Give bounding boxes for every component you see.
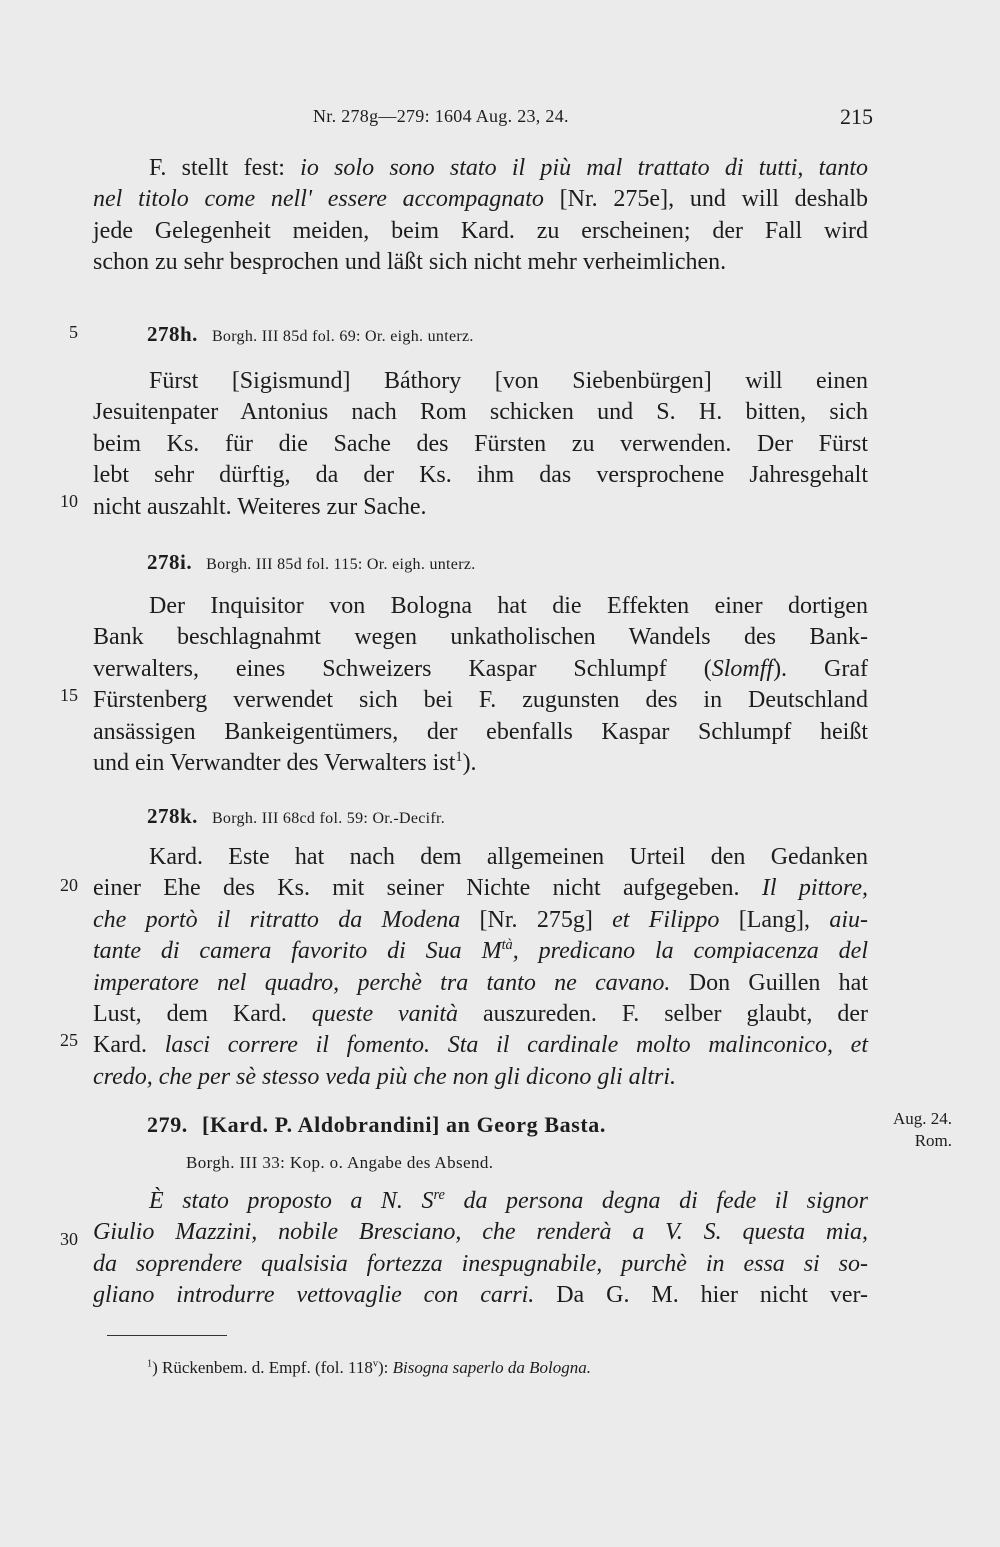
text-line: nicht auszahlt. Weiteres zur Sache. [93, 493, 427, 520]
entry-number: 278h. [147, 322, 198, 346]
margin-date: Aug. 24. Rom. [892, 1109, 952, 1150]
text-line: Lust, dem Kard. queste vanità auszureden. F. selber glaubt, der [93, 1001, 869, 1028]
entry-number: 279. [147, 1112, 188, 1137]
text-line: Fürstenberg verwendet sich bei F. zugunsten des in Deutschland [93, 687, 868, 714]
text-line: lebt sehr dürftig, da der Ks. ihm das versprochene Jahresgehalt [93, 462, 868, 489]
text-line: È stato proposto a N. $S^{re}$ da persona degna di fede il signor [149, 1187, 868, 1214]
footnote-ref: 1 [455, 749, 463, 766]
entry-279-source: Borgh. III 33: Kop. o. Angabe des Absend. [186, 1153, 494, 1172]
text-line: einer Ehe des Ks. mit seiner Nichte nicht aufgegeben. Il pittore, [93, 875, 869, 902]
entry-number: 278k. [147, 804, 198, 828]
entry-279-body [93, 1186, 868, 1312]
footnote-divider [107, 1335, 227, 1336]
text-line: ansässigen Bankeigentümers, der ebenfalls Kaspar Schlumpf heißt [93, 718, 868, 745]
text-line: imperatore nel quadro, perchè tra tanto ne cavano. Don Guillen hat [93, 969, 868, 996]
running-head: Nr. 278g—279: 1604 Aug. 23, 24. [313, 106, 569, 126]
text-line: Giulio Mazzini, nobile Bresciano, che renderà a V. S. questa mia, [93, 1219, 868, 1246]
text-line: schon zu sehr besprochen und läßt sich nicht mehr verheimlichen. [93, 249, 727, 276]
line-number: 5 [69, 322, 78, 342]
continuation-paragraph [93, 153, 868, 279]
entry-278h-body [93, 366, 868, 523]
text-line: nel titolo come nell' essere accompagnato [Nr. 275e], und will deshalb [93, 186, 868, 213]
text-line: Kard. Este hat nach dem allgemeinen Urteil den Gedanken [149, 844, 868, 870]
text-line: jede Gelegenheit meiden, beim Kard. zu erscheinen; der Fall wird [93, 217, 868, 244]
footnote: $^1$) Rückenbem. d. Empf. (fol. 118$^v$): Bisogna saperlo da Bologna. [147, 1358, 591, 1377]
entry-source: Borgh. III 68cd fol. 59: Or.-Decifr. [211, 810, 446, 827]
line-number: 30 [60, 1229, 78, 1249]
text-line: tante di camera favorito di Sua $M^{tà}$, predicano la compiacenza del [93, 937, 868, 965]
entry-278k-heading [147, 804, 445, 829]
footnote-marker: 1 [147, 1358, 153, 1370]
text-line: und ein Verwandter des Verwalters ist$^1$). [93, 749, 477, 777]
entry-number: 278i. [147, 550, 193, 574]
entry-source: Borgh. III 85d fol. 69: Or. eigh. unterz. [211, 328, 474, 345]
text-line: gliano introdurre vettovaglie con carri. Da G. M. hier nicht ver- [93, 1282, 868, 1309]
text-line: beim Ks. für die Sache des Fürsten zu verwenden. Der Fürst [93, 430, 868, 457]
entry-title: [Kard. P. Aldobrandini] an Georg Basta. [202, 1112, 606, 1137]
text-line: Fürst [Sigismund] Báthory [von Siebenbürgen] will einen [149, 368, 868, 394]
text-line: che portò il ritratto da Modena [Nr. 275g] et Filippo [Lang], aiu- [93, 906, 869, 933]
page-header [93, 104, 873, 140]
line-number: 10 [60, 491, 78, 511]
text-line: Kard. lasci correre il fomento. Sta il cardinale molto malinconico, et [93, 1032, 868, 1059]
entry-278i-heading [147, 550, 476, 575]
line-number: 25 [60, 1030, 78, 1050]
text-line: credo, che per sè stesso veda più che non gli dicono gli altri. [93, 1063, 676, 1090]
text-line: Der Inquisitor von Bologna hat die Effekten einer dortigen [149, 593, 868, 619]
entry-source: Borgh. III 85d fol. 115: Or. eigh. unterz. [206, 556, 476, 573]
text-line: Jesuitenpater Antonius nach Rom schicken und S. H. bitten, sich [93, 399, 868, 426]
text-line: F. stellt fest: io solo sono stato il più mal trattato di tutti, tanto [149, 155, 868, 181]
page-number: 215 [840, 104, 873, 129]
line-number: 15 [60, 685, 78, 705]
entry-278i-body [93, 591, 868, 779]
entry-278h-heading [147, 322, 474, 347]
text-line: verwalters, eines Schweizers Kaspar Schlumpf (Slomff). Graf [93, 655, 868, 682]
entry-278k-body [93, 842, 868, 1093]
text-line: da soprendere qualsisia fortezza inespugnabile, purchè in essa si so- [93, 1250, 868, 1277]
entry-279-title [147, 1112, 606, 1138]
text-line: Bank beschlagnahmt wegen unkatholischen Wandels des Bank- [93, 624, 868, 651]
line-number: 20 [60, 875, 78, 895]
